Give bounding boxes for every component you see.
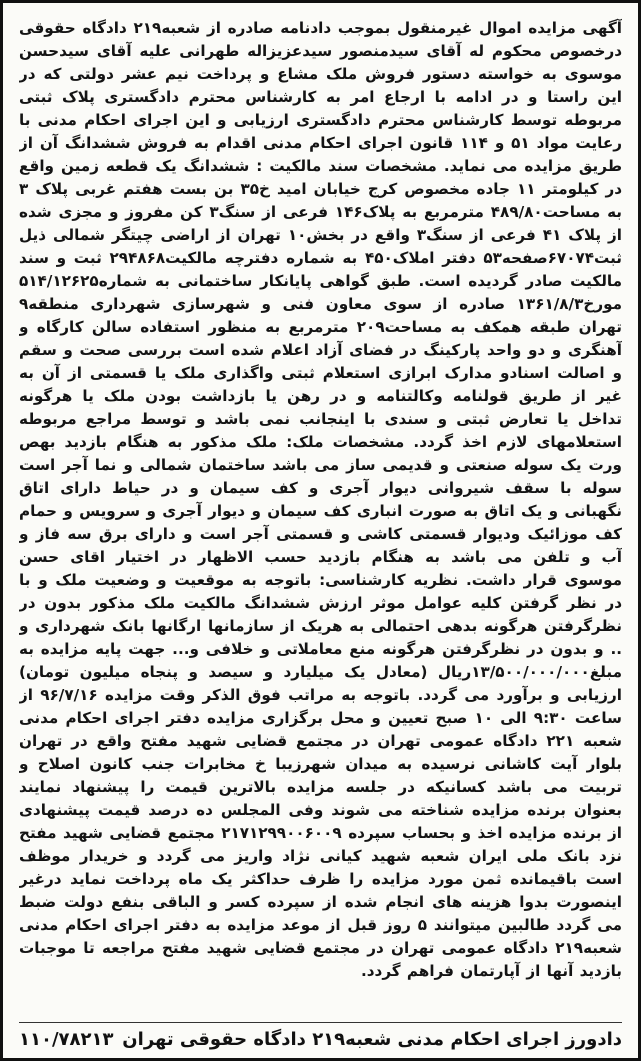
reference-number: ۱۱۰/۷۸۲۱۳ [19,1029,114,1050]
notice-body [19,17,622,1018]
signature-line: دادورز اجرای احکام مدنی شعبه۲۱۹ دادگاه حقوقی تهران [122,1029,622,1050]
notice-footer [19,1022,622,1050]
notice-paragraph: آگهی مزایده اموال غیرمنقول بموجب دادنامه صادره از شعبه۲۱۹ دادگاه حقوقی درخصوص محکوم له آقای سیدمنصور سیدعزیزاله طهرانی علیه آقای سیدحسن موسوی به خواسته دستور فروش ملک مشاع و پرداخت نیم عشر دولتی که در این راستا و در ادامه با ارجاع امر به کارشناس محترم دادگستری پلاک ثبتی مربوطه توسط کارشناس محترم دادگستری ارزیابی و این اجرای احکام مدنی با رعایت مواد ۵۱ و ۱۱۴ قانون اجرای احکام مدنی اقدام به فروش ششدانگ آن از طریق مزایده می نماید. مشخصات سند مالکیت : ششدانگ یک قطعه زمین واقع در کیلومتر ۱۱ جاده مخصوص کرج خیابان امید خ۳۵ بن بست هفتم غربی پلاک ۳ به مساحت۴۸۹/۸۰ مترمربع به پلاک۱۴۶ فرعی از سنگ۳ کن مفروز و مجزی شده از پلاک ۴۱ فرعی از سنگ۳ واقع در بخش۱۰ تهران از اراضی چیتگر شمالی ذیل ثبت۶۷۰۷۴صفحه۵۳ دفتر املاک۴۵۰ به شماره دفترچه مالکیت۲۹۴۸۶۸ ثبت و سند مالکیت صادر گردیده است. طبق گواهی پایانکار ساختمانی به شماره۵۱۴/۱۲۶۲۵ مورخ۱۳۶۱/۸/۳ صادره از سوی معاون فنی و شهرسازی شهرداری منطقه۹ تهران طبقه همکف به مساحت۲۰۹ مترمربع به منظور استفاده سالن کارگاه و آهنگری و دو واحد پارکینگ در فضای آزاد اعلام شده است بررسی صحت و سقم و اصالت اسنادو مدارک ابرازی استعلام ثبتی واگذاری ملک یا قسمتی از آن به غیر از طریق قولنامه وکالتنامه و در رهن یا بازداشت بودن ملک یا هرگونه تداخل یا تعارض ثبتی و سندی با اینجانب نمی باشد و توسط مراجع مربوطه استعلامهای لازم اخذ گردد. مشخصات ملک: ملک مذکور به هنگام بازدید بهص ورت یک سوله صنعتی و قدیمی ساز می باشد ساختمان شمالی و نما آجر است سوله با سقف شیروانی دیوار آجری و کف سیمان و در حیاط دارای اتاق نگهبانی و یک اتاق به صورت انباری کف سیمان و دیوار آجری و سرویس و حمام کف موزائیک ودیوار قسمتی کاشی و قسمتی آجر است و دارای برق سه فاز و آب و تلفن می باشد به هنگام بازدید حسب الاظهار در اختیار اقای حسن موسوی قرار داشت. نظریه کارشناسی: باتوجه به موقعیت و وضعیت ملک و با در نظر گرفتن کلیه عوامل موثر ارزش ششدانگ مالکیت ملک مذکور بدون در نظرگرفتن هرگونه بدهی احتمالی به هریک از سازمانها ارگانها بانک شهرداری و .. و بدون در نظرگرفتن هرگونه منع معاملاتی و خلافی و... جهت پایه مزایده به مبلغ۱۳/۵۰۰/۰۰۰/۰۰۰ریال (معادل یک میلیارد و سیصد و پنجاه میلیون تومان) ارزیابی و برآورد می گردد. باتوجه به مراتب فوق الذکر وقت مزایده ۹۶/۷/۱۶ از ساعت ۹:۳۰ الی ۱۰ صبح تعیین و محل برگزاری مزایده دفتر اجرای احکام مدنی شعبه ۲۲۱ دادگاه عمومی تهران در مجتمع قضایی شهید مفتح واقع در تهران بلوار آیت کاشانی نرسیده به میدان شهرزیبا خ مخابرات جنب کانون اصلاح و تربیت می باشد کسانیکه در جلسه مزایده بالاترین قیمت را پیشنهاد نمایند بعنوان برنده مزایده شناخته می شوند وفی المجلس ده درصد قیمت پیشنهادی از برنده مزایده اخذ و بحساب سپرده ۲۱۷۱۲۹۹۰۰۶۰۰۹ مجتمع قضایی شهید مفتح نزد بانک ملی ایران شعبه شهید کیانی نژاد واریز می گردد و خریدار موظف است باقیمانده ثمن مورد مزایده را ظرف حداکثر یک ماه پرداخت نماید درغیر اینصورت بدوا هزینه های انجام شده از سپرده کسر و الباقی بنفع دولت ضبط می گردد طالبین میتوانند ۵ روز قبل از موعد مزایده به دفتر اجرای احکام مدنی شعبه۲۱۹ دادگاه عمومی تهران در مجتمع قضایی شهید مفتح مراجعه تا موجبات بازدید آنها از آپارتمان فراهم گردد. [19,19,622,980]
